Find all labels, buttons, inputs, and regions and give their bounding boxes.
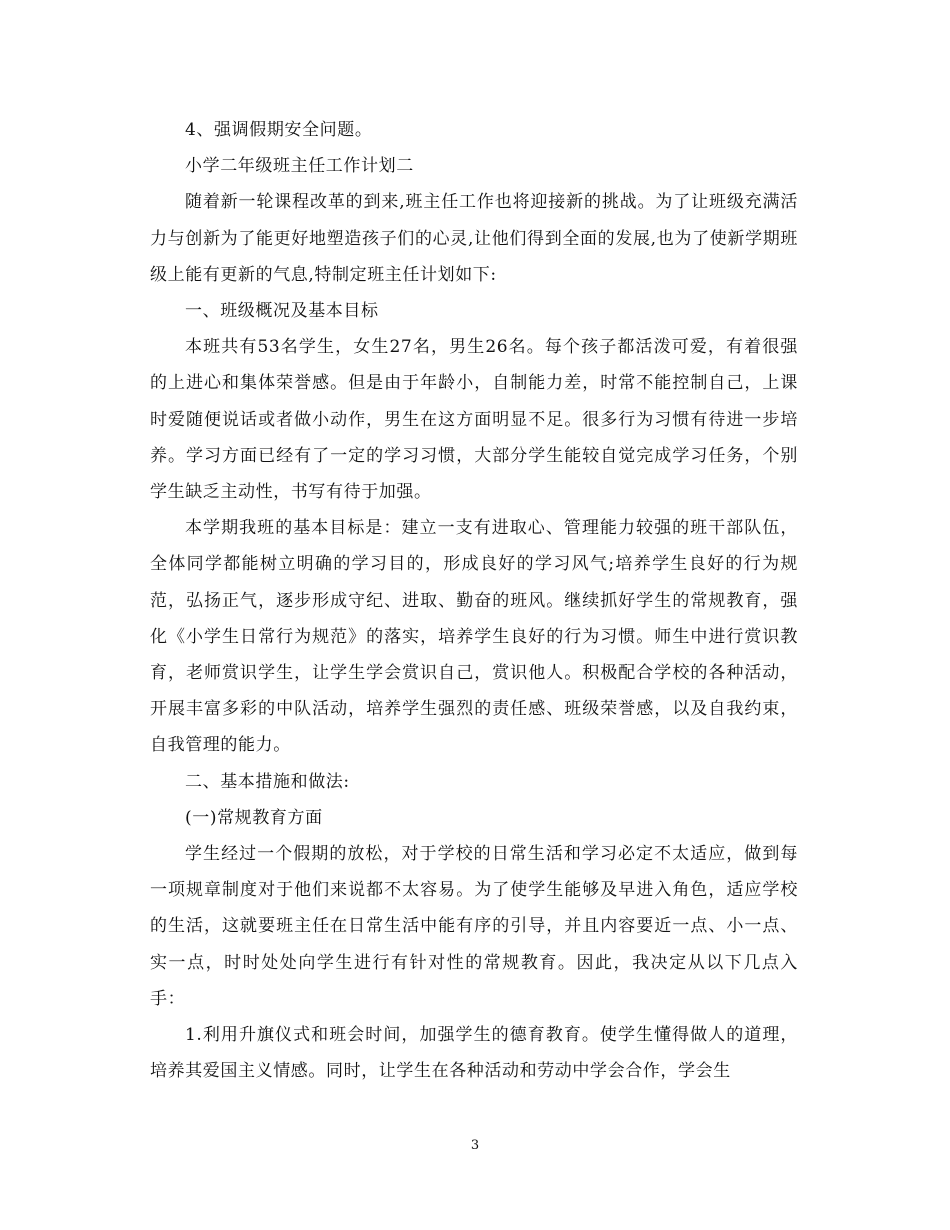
- document-body: [150, 112, 798, 1089]
- class-overview-paragraph: 本班共有53名学生，女生27名，男生26名。每个孩子都活泼可爱，有着很强的上进心和集体荣誉感。但是由于年龄小，自制能力差，时常不能控制自己，上课时爱随便说话或者做小动作，男生在这方面明显不足。很多行为习惯有待进一步培养。学习方面已经有了一定的学习习惯，大部分学生能较自觉完成学习任务，个别学生缺乏主动性，书写有待于加强。: [150, 337, 798, 503]
- measure-item-1: 1.利用升旗仪式和班会时间，加强学生的德育教育。使学生懂得做人的道理，培养其爱国主义情感。同时，让学生在各种活动和劳动中学会合作，学会生: [150, 1025, 798, 1082]
- goals-paragraph: 本学期我班的基本目标是：建立一支有进取心、管理能力较强的班干部队伍，全体同学都能树立明确的学习目的，形成良好的学习风气;培养学生良好的行为规范，弘扬正气，逐步形成守纪、进取、勤奋的班风。继续抓好学生的常规教育，强化《小学生日常行为规范》的落实，培养学生良好的行为习惯。师生中进行赏识教育，老师赏识学生，让学生学会赏识自己，赏识他人。积极配合学校的各种活动，开展丰富多彩的中队活动，培养学生强烈的责任感、班级荣誉感，以及自我约束，自我管理的能力。: [150, 518, 798, 756]
- list-item-safety: 4、强调假期安全问题。: [185, 120, 373, 140]
- page-number: 3: [470, 1138, 480, 1153]
- section-title-plan-two: 小学二年级班主任工作计划二: [185, 156, 414, 177]
- routine-education-paragraph: 学生经过一个假期的放松，对于学校的日常生活和学习必定不太适应，做到每一项规章制度对于他们来说都不太容易。为了使学生能够及早进入角色，适应学校的生活，这就要班主任在日常生活中能有序的引导，并且内容要近一点、小一点、实一点，时时处处向学生进行有针对性的常规教育。因此，我决定从以下几点入手：: [150, 844, 798, 1009]
- subheading-routine-education: (一)常规教育方面: [185, 807, 323, 828]
- intro-paragraph: 随着新一轮课程改革的到来,班主任工作也将迎接新的挑战。为了让班级充满活力与创新为了能更好地塑造孩子们的心灵,让他们得到全面的发展,也为了使新学期班级上能有更新的气息,特制定班主任计划如下:: [150, 192, 798, 285]
- heading-class-overview: 一、班级概况及基本目标: [185, 301, 379, 322]
- heading-measures: 二、基本措施和做法:: [185, 771, 350, 792]
